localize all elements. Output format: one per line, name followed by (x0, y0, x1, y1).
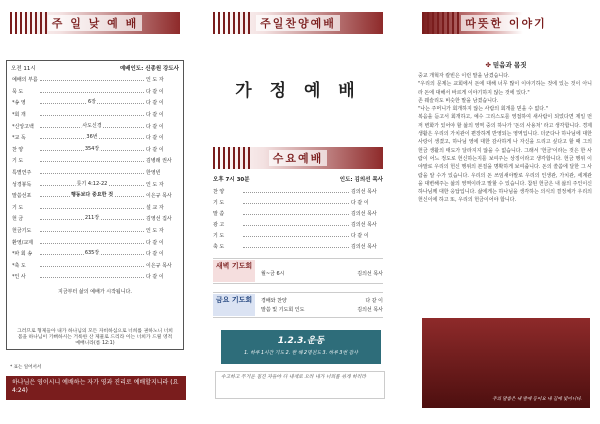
worship-order-row (12, 120, 178, 132)
order-item: *교 독 (12, 135, 26, 142)
worship-order-row (12, 213, 178, 225)
worship-time: 오전 11시 (11, 66, 36, 72)
worship-order-row (12, 74, 178, 86)
order-leader-line (40, 122, 144, 129)
order-leader-line (40, 145, 144, 152)
worship-order-row (12, 132, 178, 144)
life-worship-note: 지금부터 삶의 예배가 시작됩니다. (58, 289, 132, 295)
praise-banner (213, 12, 383, 34)
worship-order-row (12, 225, 178, 237)
banner-stripes (213, 12, 253, 34)
order-item: *송 영 (12, 100, 26, 107)
order-item: 환영/교제 (12, 239, 34, 246)
order-leader-line (40, 241, 144, 244)
worship-order-row (12, 97, 178, 109)
worship-header (11, 64, 179, 72)
story-paragraph: "나는 주머니가 회개하지 않는 사람의 회개를 믿을 수 없다." (418, 106, 548, 113)
story-paragraph: 복음을 듣고서 회개하고, 예수 그리스도를 영접하여 새사람이 되었다면 제일 먼저 변화가 있어야 할 삶의 영역 중의 하나가 '돈의 사용처' 라고 생각합니다. 경제생활은 우리의 가치관이 편장하게 반영되는 영역입니다. 더군다나 하나님에 대한 사랑이 생겼고, 하나님 영에 대한 감사하게 나 자신을 드리고 싶다고 할 때 그의 헌금 생활의 태도가 달라지지 않을 수 없습니다. 그래서 '헌금'이라는 것은 한 사람이 어느 정도로 헌신하는지를 보여주는 상징이라고 생각합니다. 헌금 행위 이야말로 우리의 헌신 행위의 본질을 명확하게 보여줍니다. 돈의 쓸씀에 달한 그 사람을 알 수가 있습니다. 우리의 돈 쓰임새야말로 우리의 인생관, 가치관, 세계관을 대변해주는 삶의 영역이라고 말할 수 있습니다. 참된 헌금은 내 삶의 주인이신 하나님께 대한 응답입니다. 삶에게는 하나님을 생각하는 의식의 결정체가 우리의 헌신이에 하고 또, 우리의 헌금이어야 합니다. (418, 114, 592, 204)
order-item: 찬 양 (213, 189, 225, 195)
order-person: 김의선 목사 (351, 222, 377, 228)
order-person: 인 도 자 (146, 77, 164, 84)
order-leader-line (40, 194, 144, 197)
story-paragraph: 중교 개혁자 칼빈은 이런 말을 남겼습니다. (418, 73, 510, 79)
order-person: 다 같 이 (351, 233, 369, 239)
order-person: 김의선 목사 (351, 211, 377, 217)
order-person: 다 같 이 (146, 274, 164, 281)
order-leader-line (40, 78, 144, 81)
wednesday-order-row (213, 241, 383, 252)
order-person: 김영선 집사 (146, 216, 172, 223)
order-person: 다 같 이 (146, 146, 164, 153)
order-of-worship-box (6, 60, 184, 350)
friday-item-2: 말씀 및 기도회 인도 (261, 307, 305, 313)
order-item: 축 도 (213, 244, 225, 250)
order-item: *인 사 (12, 274, 26, 281)
footer-verse: 주의 말씀은 내 발에 등이요 내 길에 빛이니다. (492, 397, 582, 402)
order-person: 다 같 이 (146, 135, 164, 142)
worship-order-row (12, 271, 178, 283)
sunday-morning-panel (0, 0, 190, 424)
order-leader-line (40, 229, 144, 232)
order-leader-line (40, 264, 144, 267)
banner-title: 주일찬양예배 (256, 15, 340, 31)
worship-order-row (12, 109, 178, 121)
order-leader-line (40, 206, 144, 209)
worship-leader: 예배인도: 신종원 강도사 (119, 66, 179, 72)
order-item: 기 도 (12, 158, 24, 165)
wednesday-order-row (213, 186, 383, 197)
order-detail: 룻기 4:12-22 (76, 180, 108, 187)
worship-order-list (12, 74, 178, 283)
order-detail: 사도신경 (82, 122, 102, 129)
order-person: 다 같 이 (146, 88, 164, 95)
dawn-prayer-tag: 새벽 기도회 (213, 260, 255, 282)
order-leader-line (40, 217, 144, 220)
order-person: 다 같 이 (351, 200, 369, 206)
order-person: 다 같 이 (146, 123, 164, 130)
worship-order-row (12, 86, 178, 98)
warm-story-panel (412, 0, 600, 424)
order-leader-line (40, 275, 144, 278)
worship-order-row (12, 167, 178, 179)
banner-title: 따뜻한 이야기 (461, 15, 551, 31)
dawn-schedule: 월~금 6시 (261, 270, 285, 277)
order-item: 말 씀 (213, 211, 225, 217)
order-leader-line (243, 212, 349, 215)
order-leader-line (243, 234, 349, 237)
order-person: 인 도 자 (146, 228, 164, 235)
order-item: 성경봉독 (12, 181, 32, 188)
banner-title: 주 일 낮 예 배 (48, 15, 142, 31)
order-person: 김병래 권사 (146, 158, 172, 165)
order-person: 다 같 이 (146, 239, 164, 246)
order-person: 한영빈 (146, 170, 161, 177)
order-leader-line (40, 171, 144, 174)
order-person: 다 같 이 (146, 251, 164, 258)
order-leader-line (40, 101, 144, 104)
order-detail: 211장 (84, 215, 100, 222)
worship-order-row (12, 248, 178, 260)
sunday-morning-banner (10, 12, 180, 34)
order-detail: 6장 (87, 99, 97, 106)
footer-verse-panel (422, 318, 590, 408)
order-item: 묵 도 (12, 88, 24, 95)
order-item: 광 고 (213, 222, 225, 228)
memo-verse: 수고하고 무거운 짐진 자들아 다 내게로 오라 내가 너희를 쉬게 하리라 (215, 371, 385, 399)
order-item: 기 도 (213, 233, 225, 239)
order-person: 다 같 이 (146, 112, 164, 119)
order-item: 기 도 (12, 204, 24, 211)
order-leader-line (40, 90, 144, 93)
order-item: 헌금기도 (12, 228, 32, 235)
worship-order-row (12, 260, 178, 272)
order-leader-line (40, 159, 144, 162)
banner-stripes (213, 147, 253, 169)
order-person: 이은규 목사 (146, 262, 172, 269)
friday-item-1: 경배와 찬양 (261, 298, 287, 304)
order-person: 인 도 자 (146, 181, 164, 188)
order-leader-line (243, 190, 349, 193)
dawn-prayer-block (213, 258, 383, 284)
order-leader-line (243, 223, 349, 226)
cross-icon: ✤ (485, 61, 491, 69)
wednesday-header (213, 175, 383, 183)
order-leader-line (40, 180, 144, 187)
order-item: 헌 금 (12, 216, 24, 223)
order-item: *신앙고백 (12, 123, 34, 130)
wednesday-order-list (213, 186, 383, 252)
order-item: 특별연주 (12, 170, 32, 177)
sunday-praise-panel (203, 0, 393, 424)
worship-order-row (12, 190, 178, 202)
banner-stripes (422, 12, 462, 34)
story-body (418, 72, 592, 205)
order-leader-line (243, 201, 349, 204)
worship-order-row (12, 144, 178, 156)
order-item: 예배의 부름 (12, 77, 38, 84)
worship-order-row (12, 155, 178, 167)
dawn-leader: 김의선 목사 (357, 270, 383, 277)
friday-leader-1: 다 같 이 (365, 298, 383, 304)
worship-order-row (12, 202, 178, 214)
story-paragraph: 존 웨슬리도 비슷한 말을 남겼습니다. (418, 97, 499, 104)
order-person: 설 교 자 (146, 204, 164, 211)
wednesday-order-row (213, 219, 383, 230)
order-leader-line (243, 245, 349, 248)
friday-leader-2: 김의선 목사 (357, 307, 383, 313)
movement-subtitle: 1. 하루 1시간 기도 2. 한 해 2명전도 3. 하루 3번 감사 (244, 351, 358, 356)
order-person: 김의선 목사 (351, 244, 377, 250)
order-leader-line (40, 113, 144, 116)
worship-order-row (12, 236, 178, 248)
story-banner (422, 12, 590, 34)
banner-title: 수요예배 (269, 150, 328, 166)
friday-prayer-block (213, 292, 383, 318)
worship-order-row (12, 178, 178, 190)
movement-title: 1.2.3.운동 (277, 336, 325, 346)
order-leader-line (40, 252, 144, 255)
order-detail: 354장 (84, 145, 100, 152)
order-item: 말씀선포 (12, 193, 32, 200)
order-detail: 635장 (84, 250, 100, 257)
order-person: 김의선 목사 (351, 189, 377, 195)
order-item: 기 도 (213, 200, 225, 206)
wednesday-banner (213, 147, 383, 169)
wednesday-time: 오후 7시 30분 (213, 177, 250, 183)
order-person: 다 같 이 (146, 100, 164, 107)
key-verse: 하나님은 영이시니 예배하는 자가 영과 진리로 예배할지니라 (요4:24) (6, 376, 186, 400)
order-item: *파 회 송 (12, 251, 33, 258)
wednesday-order-row (213, 230, 383, 241)
banner-stripes (10, 12, 50, 34)
order-item: *축 도 (12, 262, 26, 269)
friday-prayer-tag: 금요 기도회 (213, 294, 255, 316)
story-title: ✤ 믿음과 몸짓 (485, 61, 527, 69)
order-detail: 행동보다 중요한 것 (70, 192, 114, 199)
order-leader-line (40, 136, 144, 139)
home-worship-title: 가 정 예 배 (235, 81, 361, 101)
order-person: 이은규 목사 (146, 193, 172, 200)
order-item: *회 개 (12, 112, 26, 119)
wednesday-leader: 인도: 김의선 목사 (339, 177, 383, 183)
story-paragraph: "우리의 문제는 교회에서 돈에 대해 너무 많이 이야기하는 것에 있는 것이 아니라 돈에 대해서 바르게 이야기하지 않는 것에 있다." (418, 81, 592, 96)
order-item: 찬 양 (12, 146, 24, 153)
123-movement-box (221, 330, 381, 364)
closing-verse: 그러므로 형제들아 내가 하나님의 모든 자비하심으로 너희를 권하노니 너희 몸을 하나님이 기뻐하시는 거룩한 산 제물로 드리라 이는 너희가 드릴 영적 예배니라(롬 12:1) (17, 329, 173, 346)
wednesday-order-row (213, 197, 383, 208)
wednesday-order-row (213, 208, 383, 219)
standing-note: * 표는 일어서서 (10, 365, 42, 370)
order-detail: 36번 (86, 134, 98, 141)
